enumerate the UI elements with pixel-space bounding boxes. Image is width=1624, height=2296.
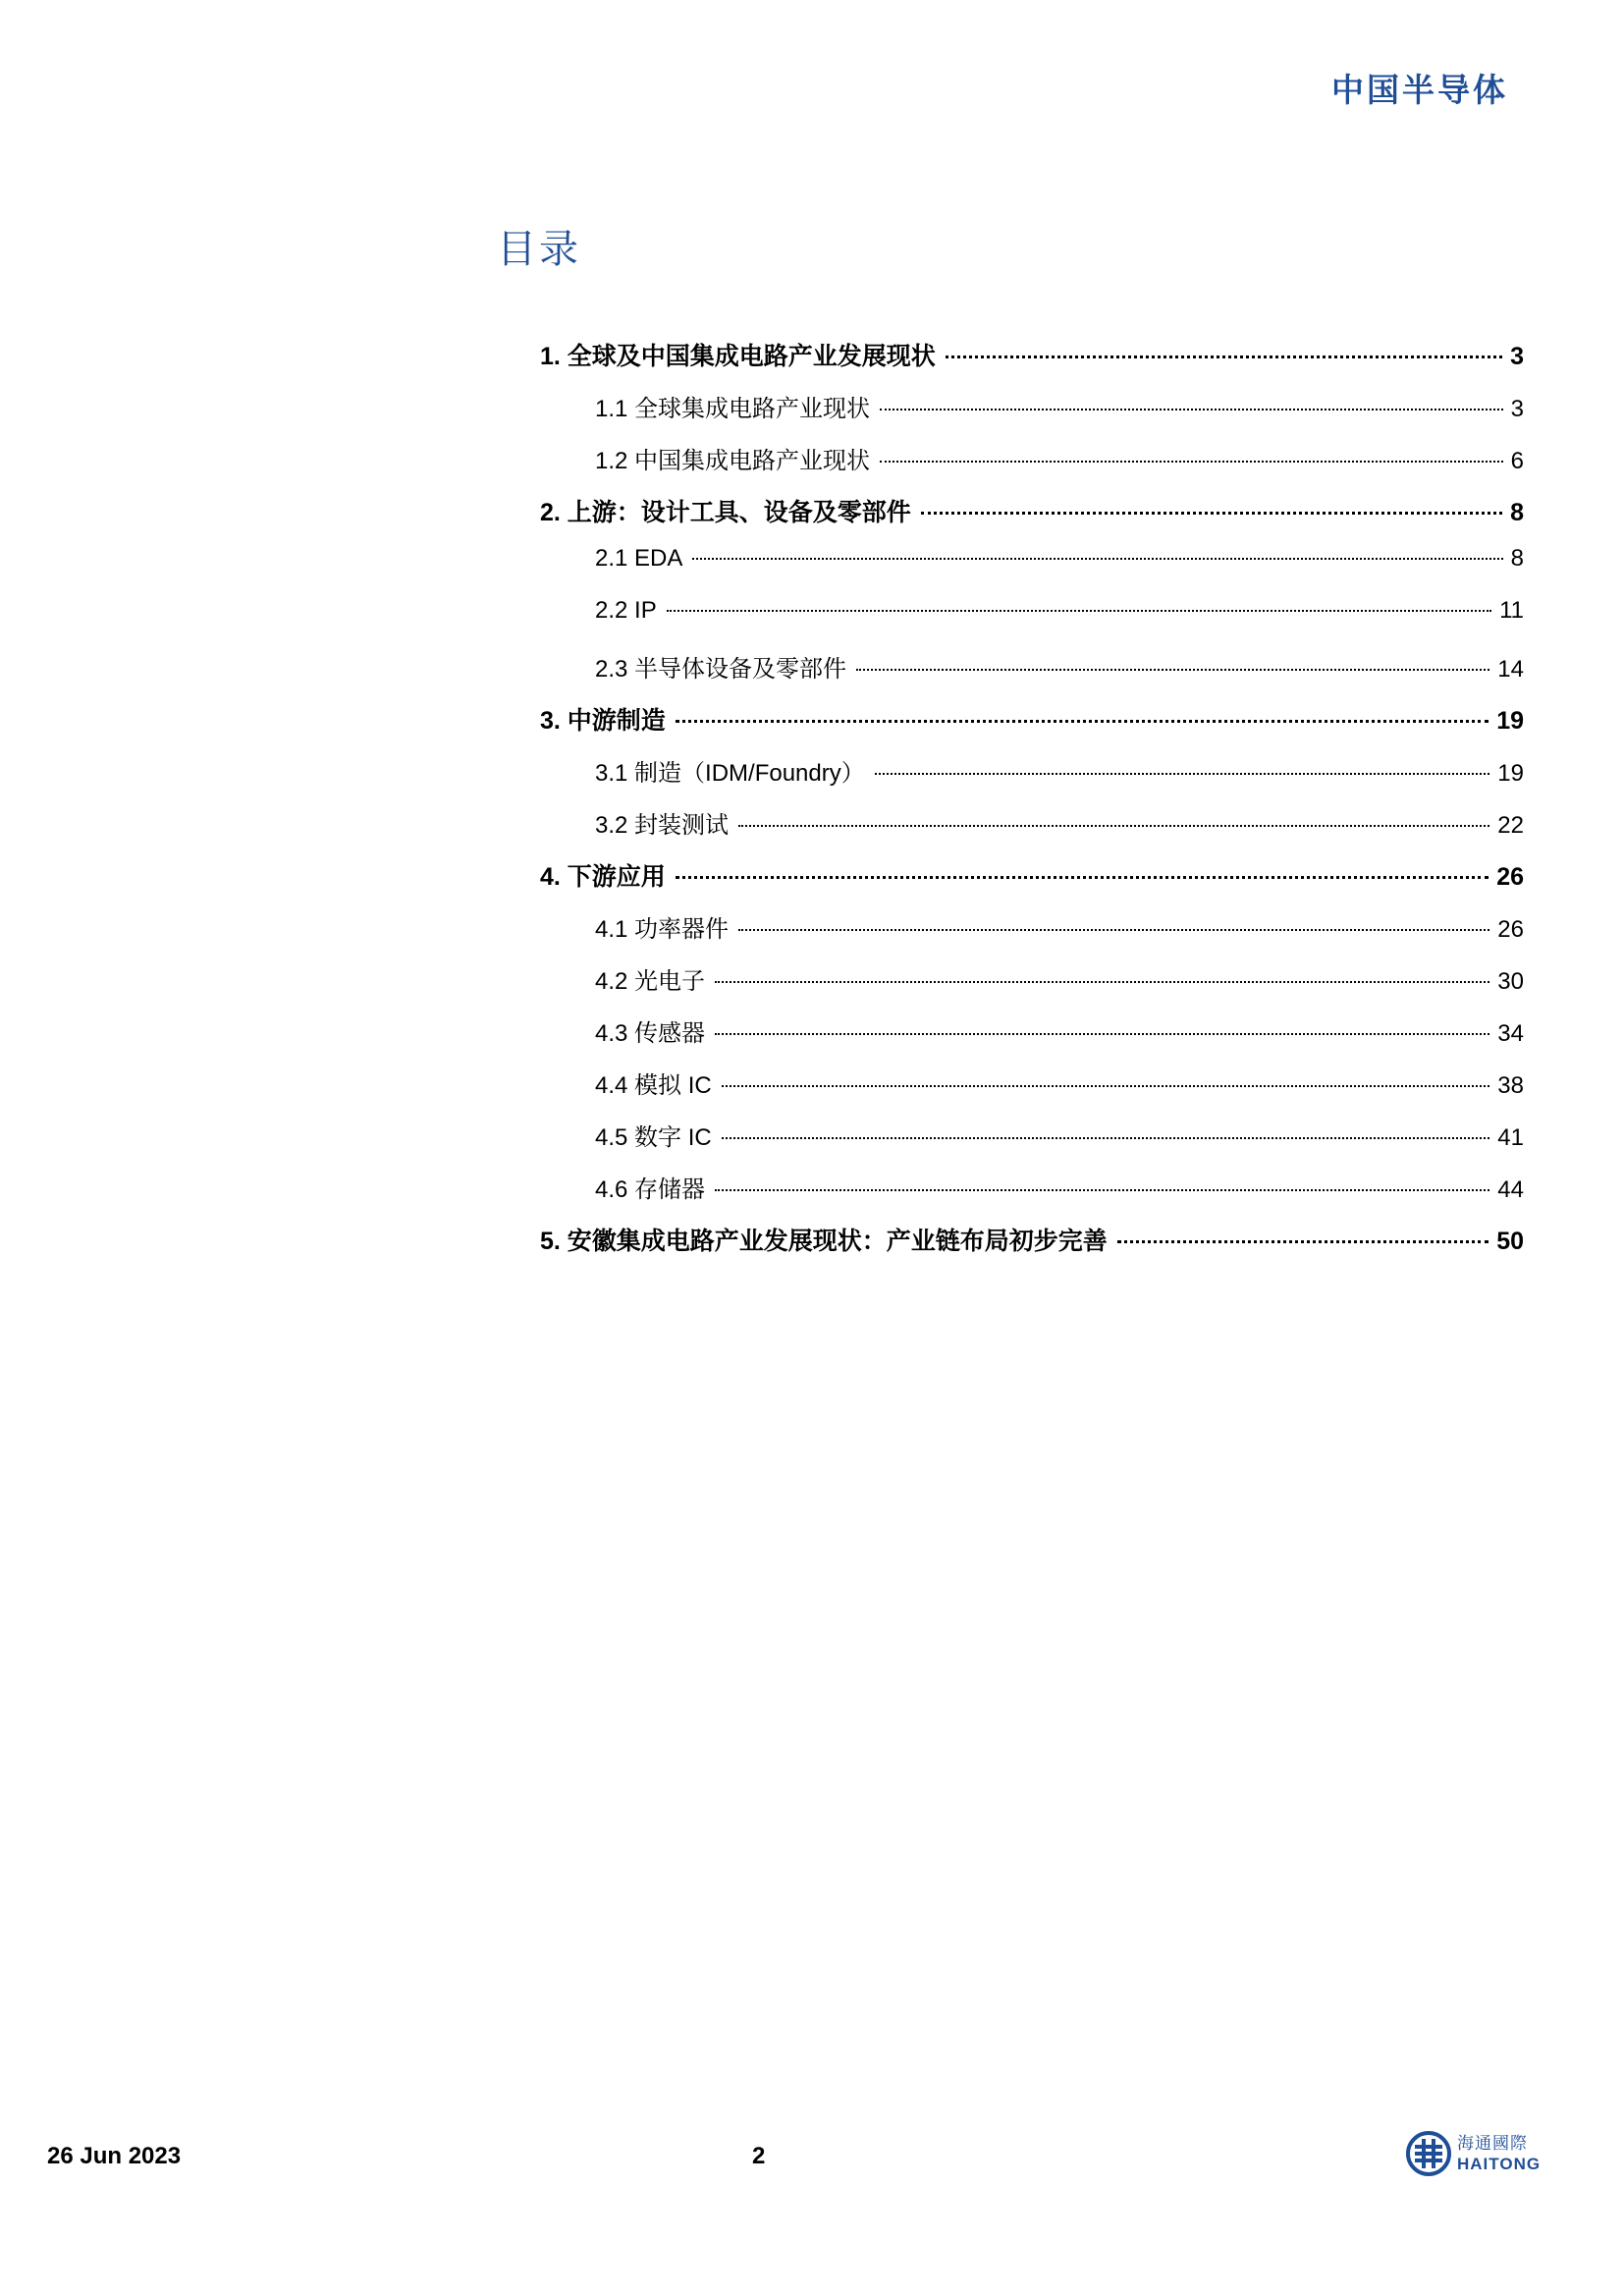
toc-entry[interactable]: [540, 649, 1524, 701]
header-title: 中国半导体: [1331, 71, 1508, 109]
toc-entry-page: 22: [1497, 812, 1524, 839]
toc-entry-label: 5. 安徽集成电路产业发展现状：产业链布局初步完善: [540, 1228, 1108, 1255]
toc-entry-label: 2.1 EDA: [595, 545, 683, 572]
toc-entry-page: 19: [1496, 707, 1524, 735]
toc-leader-dots: [676, 720, 1489, 723]
toc-leader-dots: [1117, 1240, 1489, 1243]
toc-entry-page: 44: [1497, 1176, 1524, 1203]
toc-entry[interactable]: [540, 337, 1524, 389]
toc-entry-label: 4.6 存储器: [595, 1176, 706, 1203]
toc-leader-dots: [946, 355, 1502, 358]
toc-entry[interactable]: [540, 857, 1524, 909]
toc-leader-dots: [738, 929, 1489, 931]
toc-leader-dots: [738, 825, 1489, 827]
toc-entry[interactable]: [540, 597, 1524, 649]
toc-entry-label: 2.2 IP: [595, 597, 657, 624]
footer-date: 26 Jun 2023: [47, 2143, 182, 2169]
toc-entry-label: 1.1 全球集成电路产业现状: [595, 396, 871, 422]
toc-entry-page: 26: [1496, 863, 1524, 891]
toc-entry-page: 8: [1510, 499, 1524, 526]
toc-entry[interactable]: [540, 493, 1524, 545]
toc-leader-dots: [715, 1033, 1489, 1035]
toc-leader-dots: [722, 1137, 1490, 1139]
toc-leader-dots: [875, 773, 1490, 775]
toc-entry-label: 4.5 数字 IC: [595, 1124, 712, 1151]
toc-entry-page: 6: [1510, 448, 1524, 474]
toc-leader-dots: [921, 512, 1502, 515]
toc-entry-page: 41: [1497, 1124, 1524, 1151]
toc-heading: 目录: [497, 227, 581, 272]
toc-entry[interactable]: [540, 909, 1524, 961]
toc-entry-label: 2.3 半导体设备及零部件: [595, 656, 847, 683]
toc-leader-dots: [880, 409, 1503, 410]
toc-entry-page: 11: [1499, 597, 1524, 624]
table-of-contents: [540, 337, 1524, 1274]
toc-entry[interactable]: [540, 1222, 1524, 1274]
toc-leader-dots: [676, 876, 1489, 879]
toc-entry-label: 3.2 封装测试: [595, 812, 730, 839]
toc-entry-label: 2. 上游：设计工具、设备及零部件: [540, 499, 911, 526]
toc-entry-page: 26: [1497, 916, 1524, 943]
toc-entry[interactable]: [540, 389, 1524, 441]
toc-entry[interactable]: [540, 701, 1524, 753]
toc-entry[interactable]: [540, 1013, 1524, 1066]
toc-leader-dots: [856, 669, 1489, 671]
toc-leader-dots: [667, 610, 1491, 612]
haitong-logo-icon: [1406, 2131, 1451, 2176]
toc-leader-dots: [722, 1085, 1490, 1087]
haitong-logo: [1406, 2131, 1541, 2176]
toc-entry-page: 38: [1497, 1072, 1524, 1099]
toc-entry-page: 50: [1496, 1228, 1524, 1255]
toc-entry[interactable]: [540, 961, 1524, 1013]
toc-entry-page: 19: [1497, 760, 1524, 787]
toc-entry-label: 4. 下游应用: [540, 863, 666, 891]
toc-entry-label: 4.1 功率器件: [595, 916, 730, 943]
toc-entry-label: 3. 中游制造: [540, 707, 666, 735]
toc-leader-dots: [715, 981, 1489, 983]
toc-leader-dots: [715, 1189, 1489, 1191]
toc-entry[interactable]: [540, 1118, 1524, 1170]
toc-entry-page: 3: [1510, 343, 1524, 370]
toc-entry[interactable]: [540, 805, 1524, 857]
toc-entry[interactable]: [540, 441, 1524, 493]
toc-entry-label: 4.4 模拟 IC: [595, 1072, 712, 1099]
toc-entry-page: 34: [1497, 1020, 1524, 1047]
logo-cn-text: 海通國際: [1457, 2133, 1528, 2154]
toc-leader-dots: [880, 461, 1503, 463]
toc-entry-label: 4.3 传感器: [595, 1020, 706, 1047]
toc-entry[interactable]: [540, 545, 1524, 597]
toc-entry-page: 8: [1510, 545, 1524, 572]
toc-entry[interactable]: [540, 753, 1524, 805]
toc-entry-page: 3: [1510, 396, 1524, 422]
footer-page-number: 2: [752, 2143, 766, 2169]
toc-entry[interactable]: [540, 1066, 1524, 1118]
toc-entry[interactable]: [540, 1170, 1524, 1222]
toc-leader-dots: [692, 558, 1502, 560]
toc-entry-page: 14: [1497, 656, 1524, 683]
toc-entry-label: 4.2 光电子: [595, 968, 706, 995]
toc-entry-label: 1. 全球及中国集成电路产业发展现状: [540, 343, 936, 370]
toc-entry-label: 3.1 制造（IDM/Foundry）: [595, 760, 865, 787]
toc-entry-label: 1.2 中国集成电路产业现状: [595, 448, 871, 474]
toc-entry-page: 30: [1497, 968, 1524, 995]
logo-en-text: HAITONG: [1457, 2154, 1542, 2173]
